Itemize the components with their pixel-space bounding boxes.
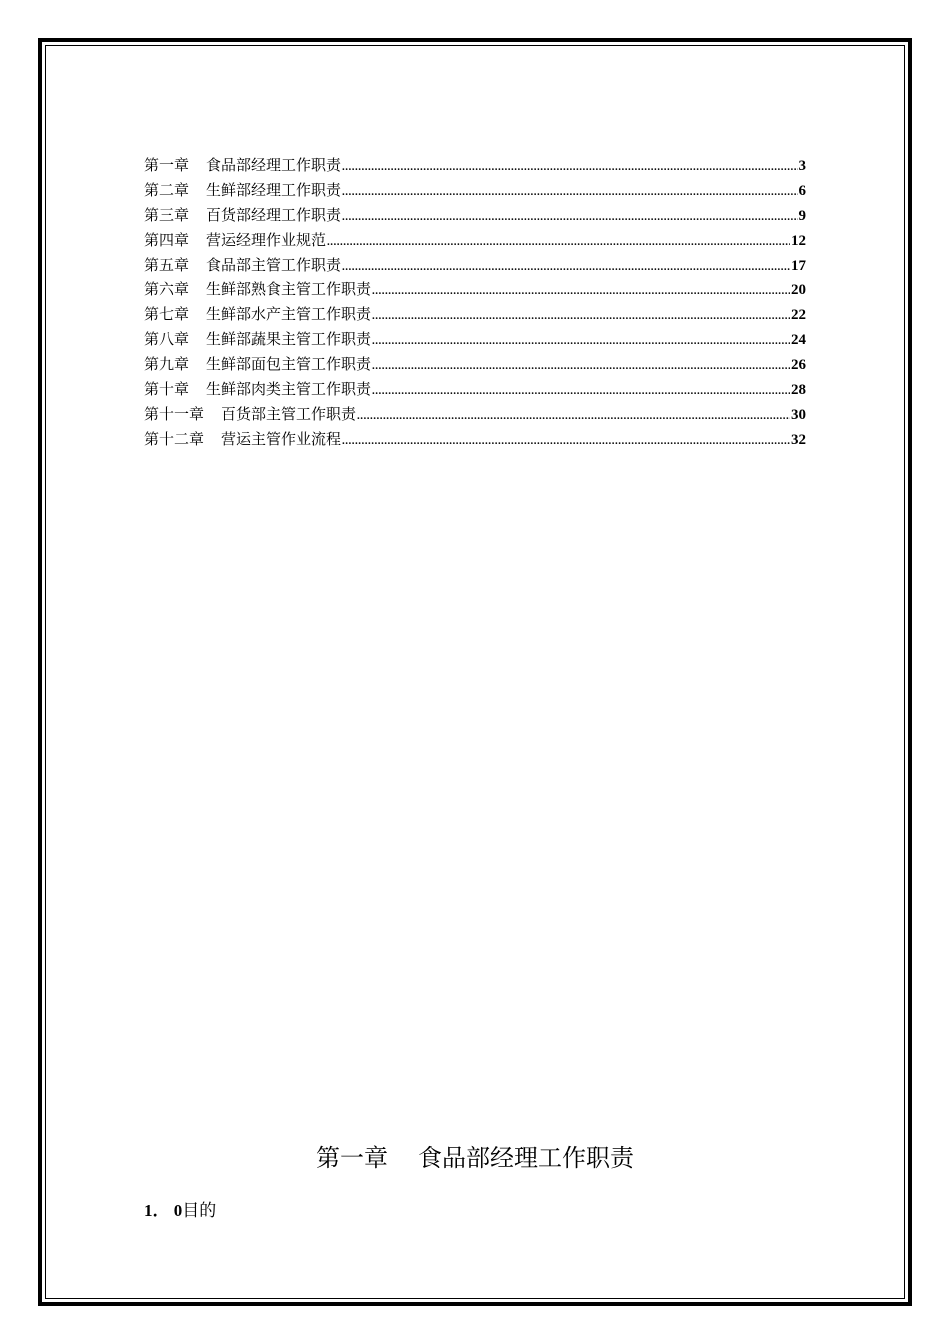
toc-entry-label bbox=[144, 277, 371, 302]
toc-entry-title: 营运主管作业流程 bbox=[221, 429, 342, 448]
toc-entry-title: 生鲜部水产主管工作职责 bbox=[206, 305, 372, 324]
toc-entry-3[interactable] bbox=[144, 203, 806, 228]
toc-entry-label bbox=[144, 302, 371, 327]
toc-dot-leader bbox=[342, 255, 790, 280]
toc-entry-page: 20 bbox=[791, 282, 806, 299]
toc-entry-title: 生鲜部肉类主管工作职责 bbox=[206, 380, 372, 399]
toc-entry-title: 营运经理作业规范 bbox=[206, 230, 327, 249]
toc-dot-leader bbox=[372, 329, 790, 354]
toc-entry-7[interactable] bbox=[144, 302, 806, 327]
toc-entry-page: 22 bbox=[791, 307, 806, 324]
section-heading-number: 1． 0 bbox=[144, 1201, 183, 1220]
toc-entry-1[interactable] bbox=[144, 153, 806, 178]
toc-dot-leader bbox=[327, 230, 790, 255]
toc-entry-9[interactable] bbox=[144, 352, 806, 377]
toc-entry-label bbox=[144, 253, 341, 278]
toc-entry-page: 32 bbox=[791, 431, 806, 448]
toc-entry-page: 6 bbox=[798, 182, 806, 199]
toc-entry-chapter: 第九章 bbox=[144, 355, 190, 374]
toc-entry-chapter: 第三章 bbox=[144, 205, 190, 224]
toc-entry-label bbox=[144, 427, 341, 452]
toc-entry-title: 生鲜部熟食主管工作职责 bbox=[206, 280, 372, 299]
toc-entry-page: 30 bbox=[791, 406, 806, 423]
toc-entry-title: 食品部经理工作职责 bbox=[206, 156, 342, 174]
toc-entry-title: 食品部主管工作职责 bbox=[206, 255, 342, 274]
toc-entry-10[interactable] bbox=[144, 377, 806, 402]
toc-entry-11[interactable] bbox=[144, 402, 806, 427]
toc-entry-label bbox=[144, 402, 356, 427]
section-heading bbox=[144, 1198, 216, 1224]
toc-entry-chapter: 第四章 bbox=[144, 230, 190, 249]
toc-entry-chapter: 第七章 bbox=[144, 305, 190, 324]
section-heading-title: 目的 bbox=[182, 1201, 217, 1221]
toc-entry-title: 生鲜部蔬果主管工作职责 bbox=[206, 330, 372, 349]
toc-entry-chapter: 第十一章 bbox=[144, 404, 205, 423]
toc-entry-title: 百货部主管工作职责 bbox=[221, 404, 357, 423]
toc-entry-label bbox=[144, 203, 341, 228]
toc-entry-title: 生鲜部经理工作职责 bbox=[206, 180, 342, 199]
toc-entry-label bbox=[144, 178, 341, 203]
toc-entry-chapter: 第一章 bbox=[144, 156, 190, 174]
toc-dot-leader bbox=[342, 180, 797, 205]
toc-entry-chapter: 第五章 bbox=[144, 255, 190, 274]
toc-entry-chapter: 第十二章 bbox=[144, 429, 205, 448]
toc-entry-page: 12 bbox=[791, 232, 806, 249]
toc-dot-leader bbox=[342, 155, 797, 180]
toc-entry-label bbox=[144, 228, 326, 253]
toc-dot-leader bbox=[372, 304, 790, 329]
toc-entry-chapter: 第二章 bbox=[144, 180, 190, 199]
chapter-heading-title: 食品部经理工作职责 bbox=[418, 1144, 634, 1172]
toc-entry-title: 百货部经理工作职责 bbox=[206, 205, 342, 224]
toc-entry-4[interactable] bbox=[144, 228, 806, 253]
toc-entry-label bbox=[144, 153, 341, 178]
toc-entry-12[interactable] bbox=[144, 427, 806, 452]
toc-entry-chapter: 第六章 bbox=[144, 280, 190, 299]
toc-entry-label bbox=[144, 377, 371, 402]
toc-entry-chapter: 第八章 bbox=[144, 330, 190, 349]
toc-entry-page: 28 bbox=[791, 382, 806, 399]
toc-entry-5[interactable] bbox=[144, 253, 806, 278]
toc-entry-6[interactable] bbox=[144, 277, 806, 302]
toc-entry-8[interactable] bbox=[144, 327, 806, 352]
toc-entry-page: 3 bbox=[798, 158, 806, 174]
toc-entry-label bbox=[144, 327, 371, 352]
toc-dot-leader bbox=[372, 354, 790, 379]
toc-entry-page: 9 bbox=[798, 207, 806, 224]
toc-entry-page: 24 bbox=[791, 332, 806, 349]
toc-entry-label bbox=[144, 352, 371, 377]
toc-entry-chapter: 第十章 bbox=[144, 380, 190, 399]
toc-dot-leader bbox=[372, 279, 790, 304]
toc-entry-page: 17 bbox=[791, 257, 806, 274]
toc-entry-page: 26 bbox=[791, 357, 806, 374]
toc-entry-title: 生鲜部面包主管工作职责 bbox=[206, 355, 372, 374]
toc-dot-leader bbox=[372, 379, 790, 404]
chapter-heading bbox=[0, 1138, 950, 1178]
toc-dot-leader bbox=[342, 205, 797, 230]
table-of-contents bbox=[144, 153, 806, 452]
toc-entry-2[interactable] bbox=[144, 178, 806, 203]
toc-dot-leader bbox=[357, 404, 790, 429]
toc-dot-leader bbox=[342, 429, 790, 454]
chapter-heading-number: 第一章 bbox=[316, 1144, 388, 1172]
